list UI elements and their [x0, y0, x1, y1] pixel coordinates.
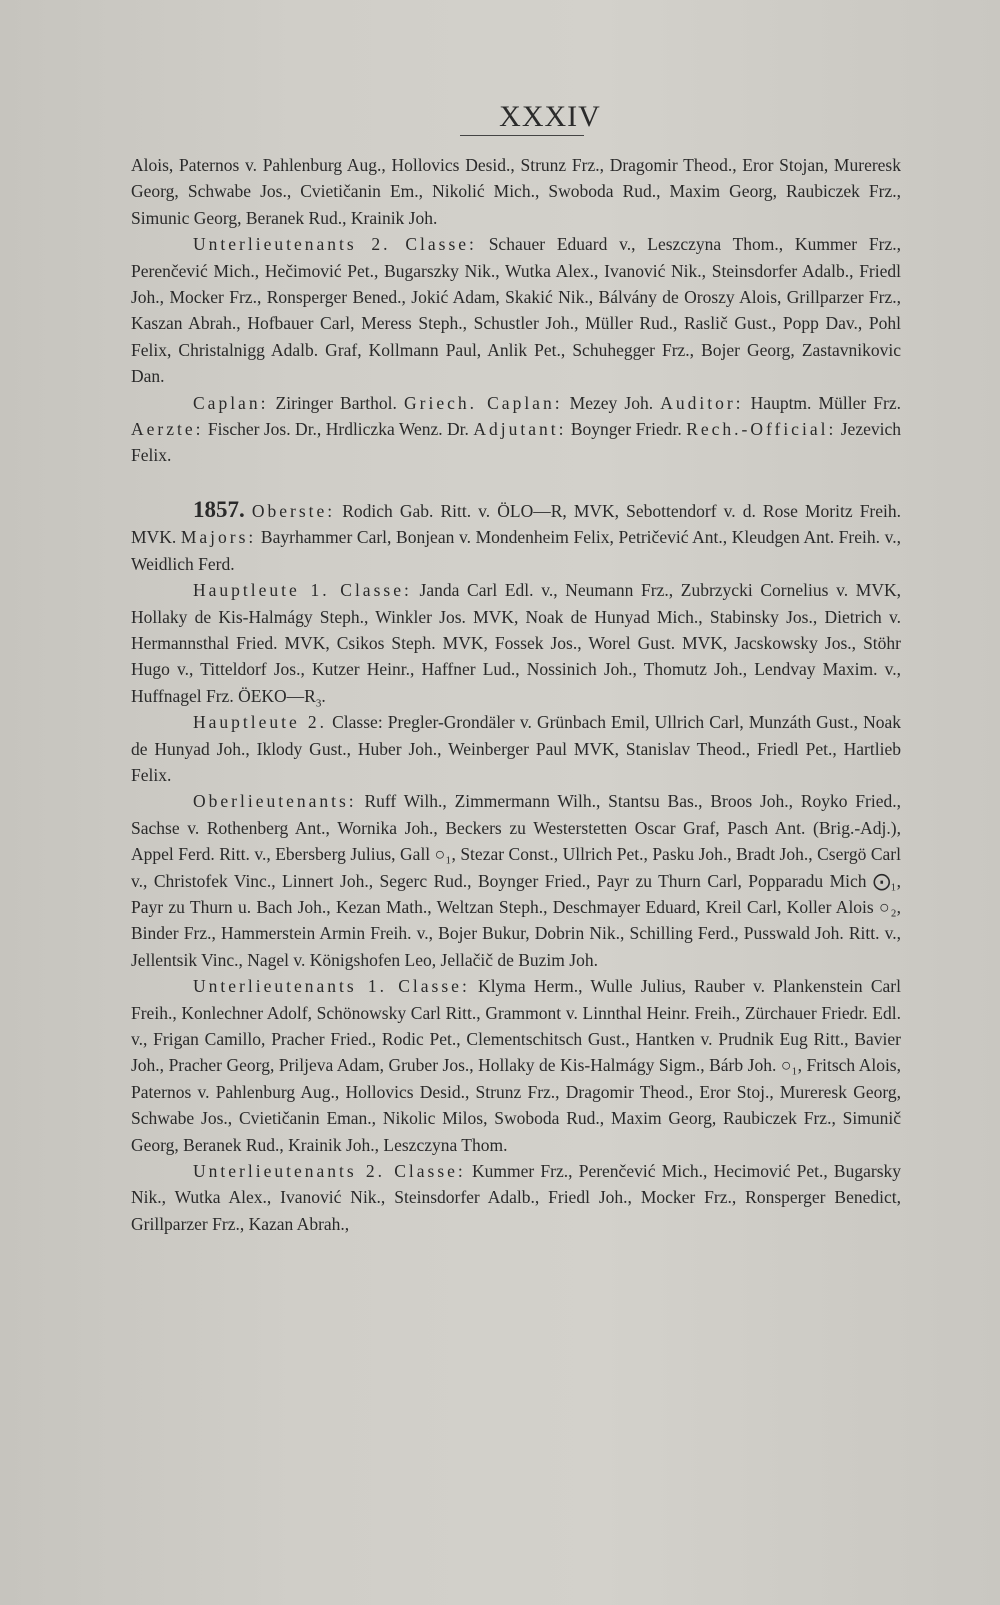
name-list-text: Mezey Joh.: [562, 392, 661, 413]
name-list-text: Ziringer Barthol.: [268, 392, 405, 413]
paragraph-p8: [131, 973, 901, 1158]
year-heading: 1857.: [193, 496, 245, 522]
rank-heading: Rech.-Official:: [686, 419, 837, 440]
name-list-text: Kummer Frz., Perenčević Mich., Hecimović Pet., Bugarsky Nik., Wutka Alex., Ivanović Nik., Steinsdorfer Adalb., Friedl Joh., Mocker Frz., Ronsperger Benedict, Grillparzer Frz., Kazan Abrah.,: [131, 1161, 901, 1234]
rank-heading: Auditor:: [660, 392, 744, 413]
name-list-text: Schauer Eduard v., Leszczyna Thom., Kummer Frz., Perenčević Mich., Hečimović Pet., Bugarszky Nik., Wutka Alex., Ivanović Nik., Steinsdorfer Adalb., Friedl Joh., Mocker Frz., Ronsperger Bened., Jokić Adam, Skakić Nik., Bálvány de Oroszy Alois, Grillparzer Frz., Kaszan Abrah., Hofbauer Carl, Meress Steph., Schustler Joh., Müller Rud., Raslič Gust., Popp Dav., Pohl Felix, Christalnigg Adalb. Graf, Kollmann Paul, Anlik Pet., Schuhegger Frz., Bojer Georg, Zastavnikovic Dan.: [131, 234, 901, 387]
body-text: [131, 152, 901, 1237]
rank-heading: Majors:: [180, 527, 257, 548]
rank-heading: Hauptleute 1. Classe:: [193, 580, 412, 601]
name-list-text: Ruff Wilh., Zimmermann Wilh., Stantsu Bas., Broos Joh., Royko Fried., Sachse v. Rothenberg Ant., Wornika Joh., Beckers zu Westerstetten Oscar Graf, Pasch Ant. (Brig.-Adj.), Appel Ferd. Ritt. v., Ebersberg Julius, Gall ○₁, Stezar Const., Ullrich Pet., Pasku Joh., Bradt Joh., Csergö Carl v., Christofek Vinc., Linnert Joh., Segerc Rud., Boynger Fried., Payr zu Thurn Carl, Popparadu Mich ⨀₁, Payr zu Thurn u. Bach Joh., Kezan Math., Weltzan Steph., Deschmayer Eduard, Kreil Carl, Koller Alois ○₂, Binder Frz., Hammerstein Armin Freih. v., Bojer Bukur, Dobrin Nik., Schilling Ferd., Pusswald Joh. Ritt. v., Jellentsik Vinc., Nagel v. Königshofen Leo, Jellačič de Buzim Joh.: [131, 791, 901, 970]
rank-heading: Hauptleute 2.: [193, 712, 328, 733]
paragraph-p5: [131, 577, 901, 709]
rank-heading: Unterlieutenants 2. Classe:: [193, 234, 477, 255]
rank-heading: Aerzte:: [131, 419, 204, 440]
rank-heading: Oberlieutenants:: [193, 791, 357, 812]
rank-heading: Caplan:: [193, 392, 269, 413]
rank-heading: Unterlieutenants 2. Classe:: [193, 1161, 466, 1182]
name-list-text: Klyma Herm., Wulle Julius, Rauber v. Plankenstein Carl Freih., Konlechner Adolf, Schönowsky Carl Ritt., Grammont v. Linnthal Heinr. Freih., Zürchauer Friedr. Edl. v., Frigan Camillo, Pracher Fried., Rodic Pet., Clementschitsch Gust., Hantken v. Prudnik Eug Ritt., Bavier Joh., Pracher Georg, Priljeva Adam, Gruber Jos., Hollaky de Kis-Halmágy Sigm., Bárb Joh. ○₁, Fritsch Alois, Paternos v. Pahlenburg Aug., Hollovics Desid., Strunz Frz., Dragomir Theod., Eror Stoj., Mureresk Georg, Schwabe Jos., Cvietičanin Eman., Nikolic Milos, Swoboda Rud., Maxim Georg, Raubiczek Frz., Simunič Georg, Beranek Rud., Krainik Joh., Leszczyna Thom.: [131, 976, 901, 1155]
name-list-text: Alois, Paternos v. Pahlenburg Aug., Hollovics Desid., Strunz Frz., Dragomir Theod., Eror Stojan, Mureresk Georg, Schwabe Jos., Cvietičanin Em., Nikolić Mich., Swoboda Rud., Maxim Georg, Raubiczek Frz., Simunic Georg, Beranek Rud., Krainik Joh.: [131, 155, 901, 228]
rank-heading: Adjutant:: [473, 419, 567, 440]
paragraph-p3: [131, 390, 901, 469]
name-list-text: Janda Carl Edl. v., Neumann Frz., Zubrzycki Cornelius v. MVK, Hollaky de Kis-Halmágy Steph., Winkler Jos. MVK, Noak de Hunyad Mich., Stabinsky Jos., Dietrich v. Hermannsthal Fried. MVK, Csikos Steph. MVK, Fossek Jos., Worel Gust. MVK, Jacskowsky Jos., Stöhr Hugo v., Titteldorf Jos., Kutzer Heinr., Haffner Lud., Nossinich Joh., Thomutz Joh., Lendvay Maxim. v., Huffnagel Frz. ÖEKO—R: [131, 580, 901, 706]
header-rule: [460, 135, 584, 136]
name-list-text: Hauptm. Müller Frz.: [743, 392, 901, 413]
name-list-text: Fischer Jos. Dr., Hrdliczka Wenz. Dr.: [203, 419, 474, 440]
paragraph-p7: [131, 788, 901, 973]
subscript: 3: [315, 697, 322, 710]
paragraph-p2: [131, 231, 901, 389]
name-list-text: Bayrhammer Carl, Bonjean v. Mondenheim Felix, Petričević Ant., Kleudgen Ant. Freih. v., Weidlich Ferd.: [131, 527, 901, 574]
name-list-text: Boynger Friedr.: [566, 419, 687, 440]
name-list-text: Jezevich Felix.: [131, 419, 901, 466]
paragraph-p1: [131, 152, 901, 231]
name-list-text: .: [321, 685, 326, 706]
name-list-text: [245, 501, 252, 521]
paragraph-p4: [131, 497, 901, 577]
rank-heading: Unterlieutenants 1. Classe:: [193, 976, 470, 997]
rank-heading: Oberste:: [251, 500, 336, 521]
paragraph-p6: [131, 709, 901, 788]
paragraph-p9: [131, 1158, 901, 1237]
page-number: XXXIV: [499, 100, 601, 133]
name-list-text: Classe: Pregler-Grondäler v. Grünbach Emil, Ullrich Carl, Munzáth Gust., Noak de Hunyad Joh., Iklody Gust., Huber Joh., Weinberger Paul MVK, Stanislav Theod., Friedl Pet., Hartlieb Felix.: [131, 712, 901, 785]
rank-heading: Griech. Caplan:: [404, 392, 563, 413]
name-list-text: Rodich Gab. Ritt. v. ÖLO—R, MVK, Sebottendorf v. d. Rose Moritz Freih. MVK.: [131, 500, 902, 548]
